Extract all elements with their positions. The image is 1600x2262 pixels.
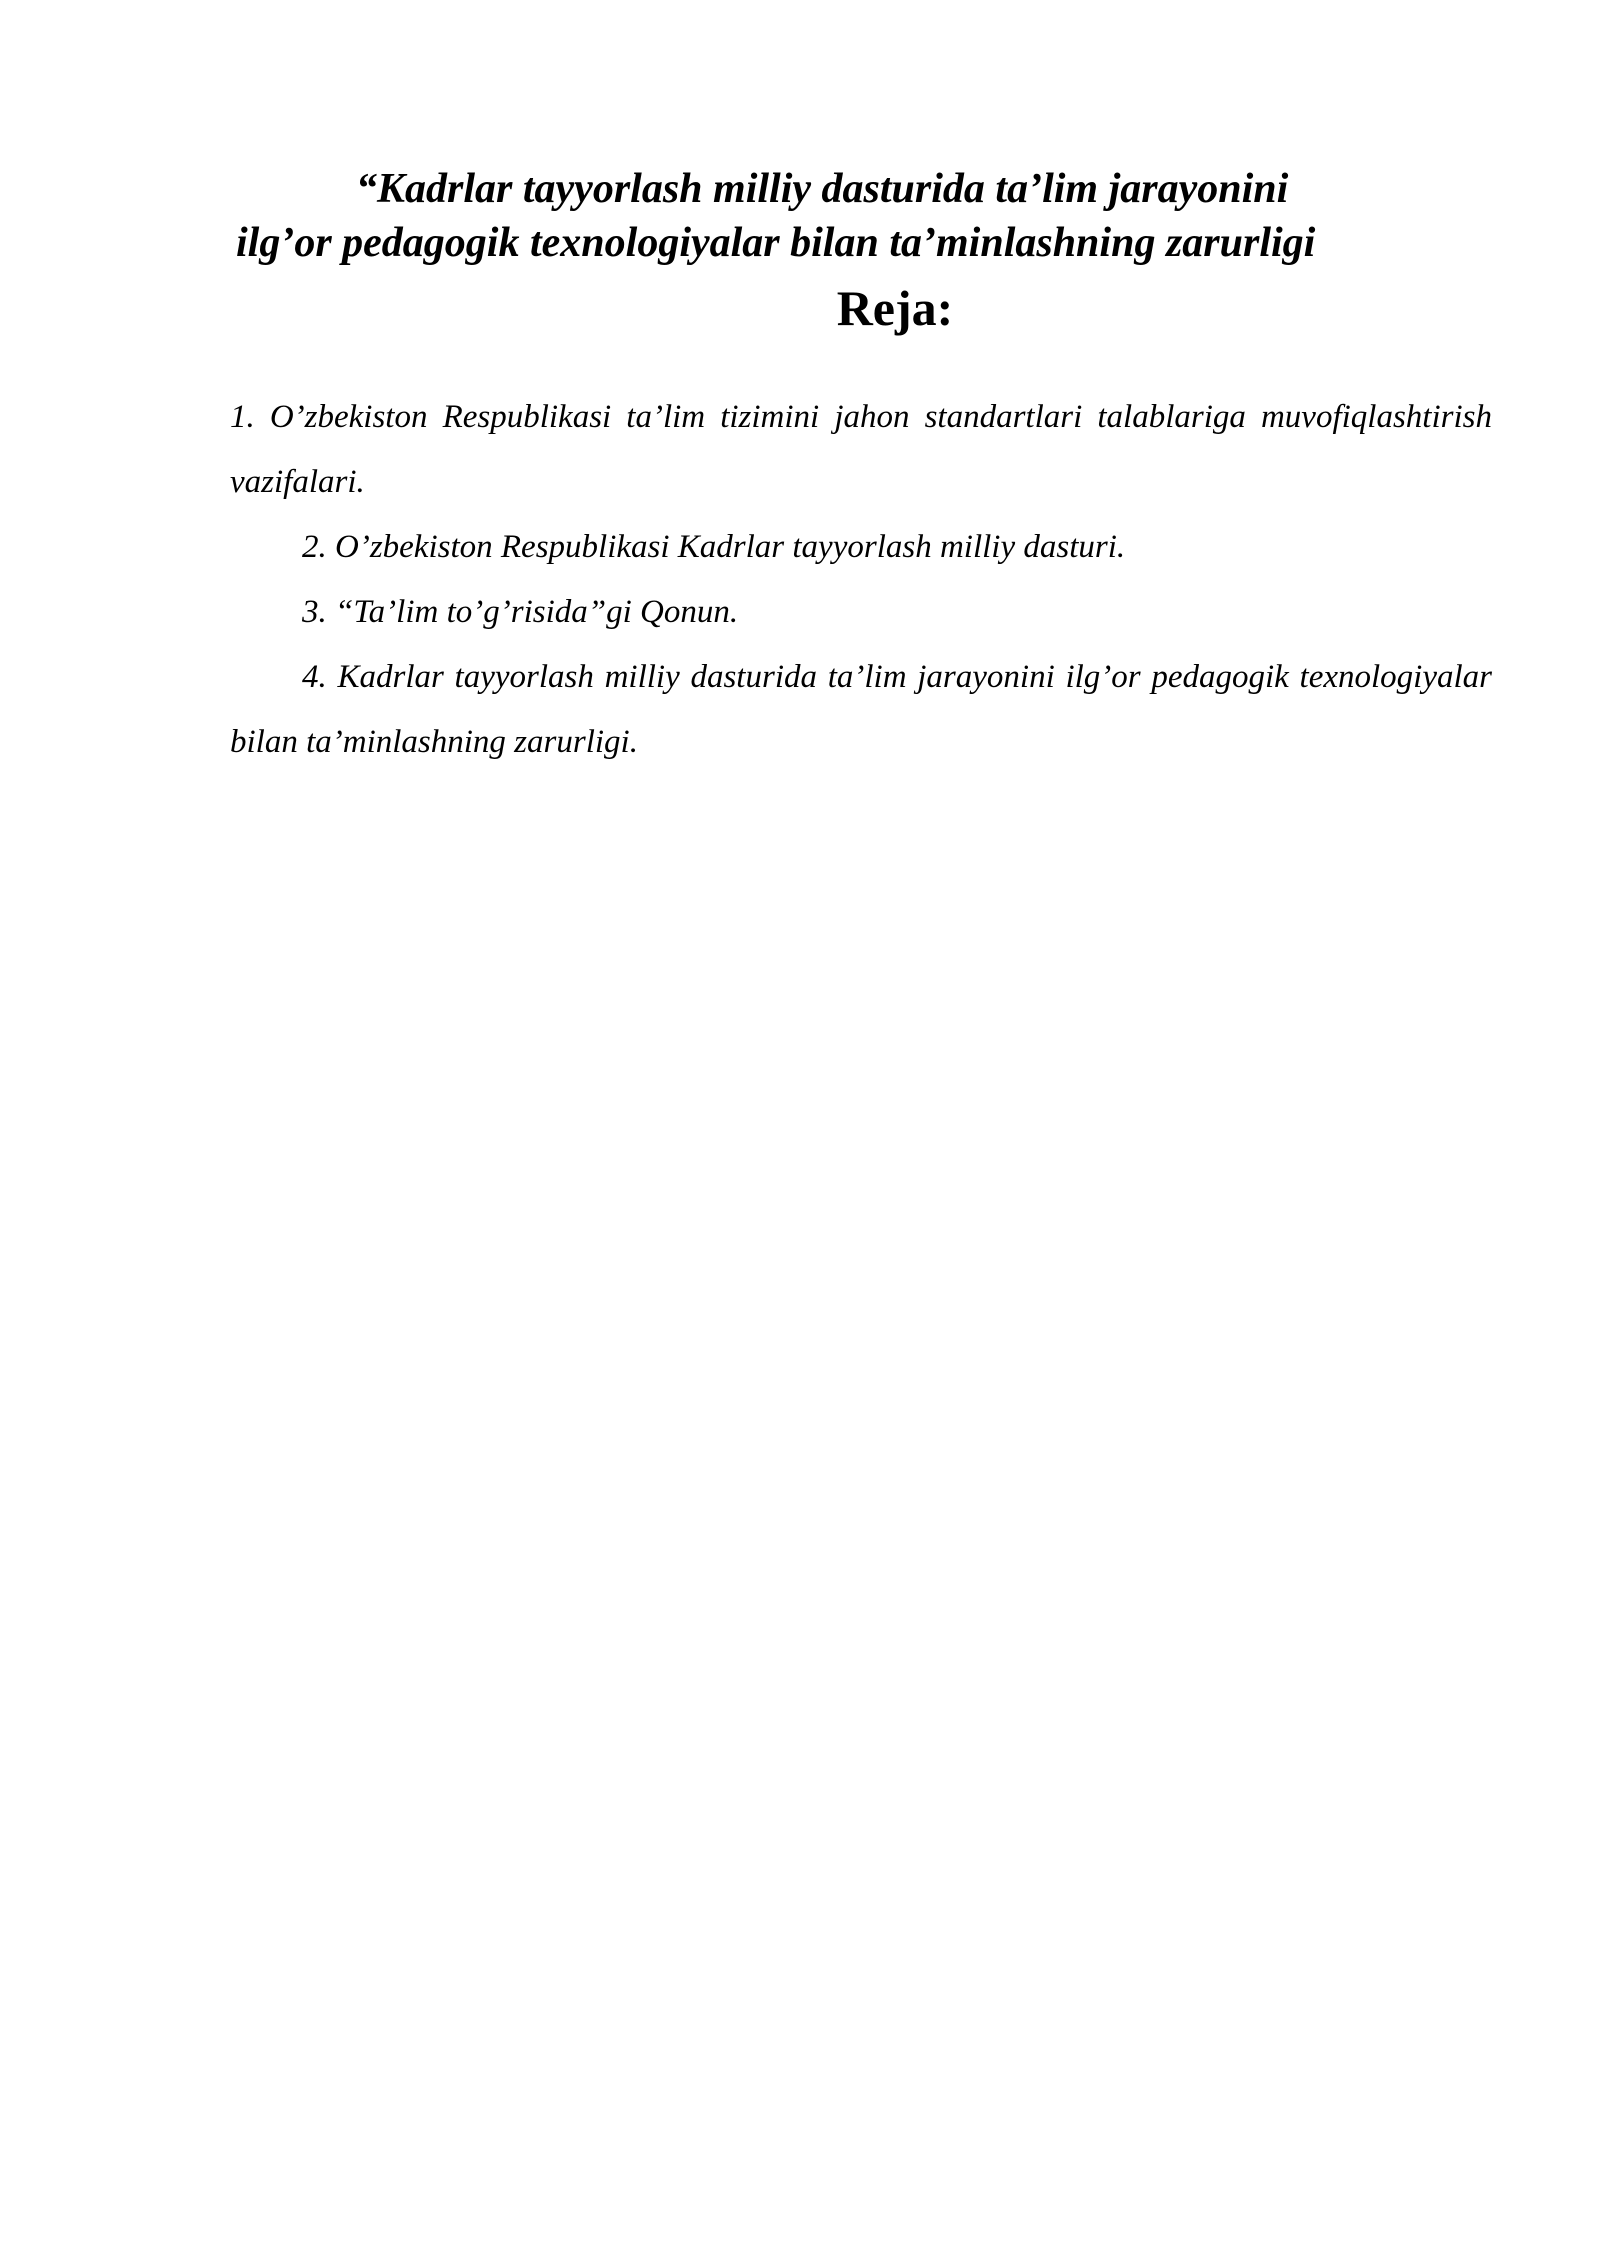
plan-heading: Reja: (836, 280, 954, 336)
document-title-line-1: “Kadrlar tayyorlash milliy dasturida ta’lim jarayonini (356, 166, 1289, 212)
plan-item-1: 1. O’zbekiston Respublikasi ta’lim tizimini jahon standartlari talablariga muvofiqlashtirish vazifalari. (230, 399, 1492, 500)
document-title-line-2: ilg’or pedagogik texnologiyalar bilan ta’minlashning zarurligi (236, 220, 1316, 266)
plan-item-3: 3. “Ta’lim to’g’risida”gi Qonun. (302, 594, 739, 630)
plan-item-4: 4. Kadrlar tayyorlash milliy dasturida ta’lim jarayonini ilg’or pedagogik texnologiyalar bilan ta’minlashning zarurligi. (230, 659, 1492, 760)
plan-item-2: 2. O’zbekiston Respublikasi Kadrlar tayyorlash milliy dasturi. (302, 529, 1126, 565)
plan-list (230, 385, 1492, 775)
